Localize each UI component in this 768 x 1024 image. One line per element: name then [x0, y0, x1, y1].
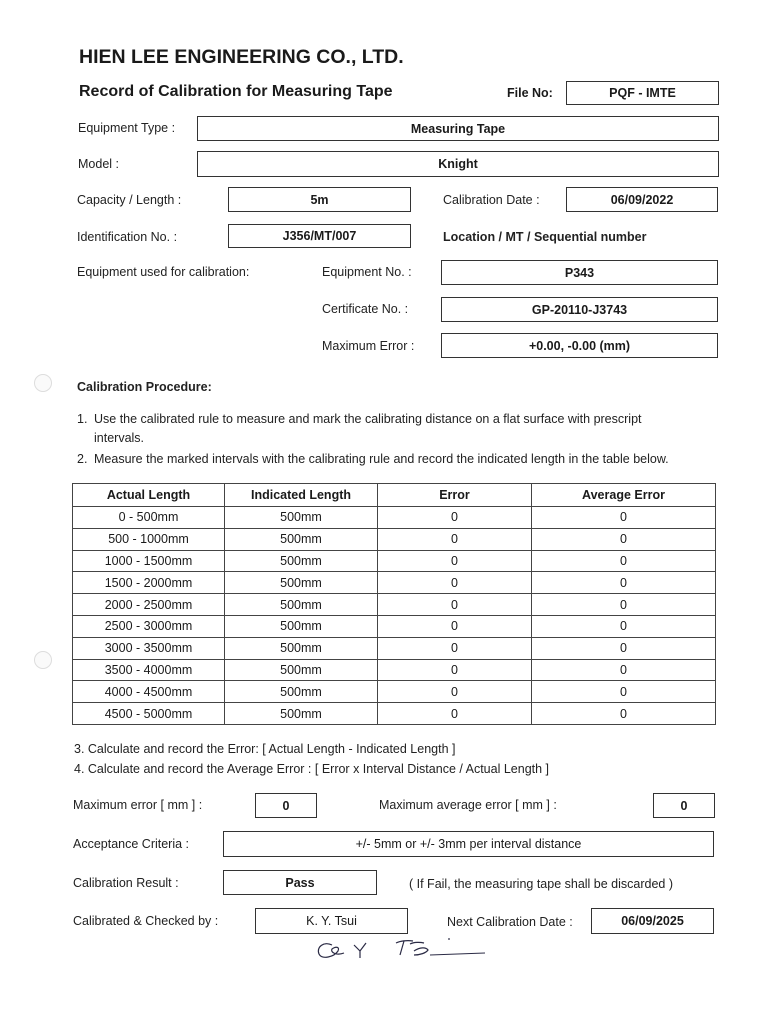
acceptance-criteria-field: +/- 5mm or +/- 3mm per interval distance [223, 831, 714, 857]
max-average-error-label: Maximum average error [ mm ] : [379, 798, 557, 812]
cell-average-error: 0 [532, 615, 716, 637]
procedure-step2: Measure the marked intervals with the calibrating rule and record the indicated length in the table below. [94, 452, 669, 466]
cell-average-error: 0 [532, 594, 716, 616]
cell-error: 0 [378, 594, 532, 616]
cell-error: 0 [378, 681, 532, 703]
cell-indicated-length: 500mm [225, 507, 378, 529]
fail-note: ( If Fail, the measuring tape shall be discarded ) [409, 877, 674, 891]
model-field: Knight [197, 151, 719, 177]
procedure-title: Calibration Procedure: [77, 380, 212, 394]
identification-field [228, 224, 411, 248]
procedure-step2-number: 2. [77, 452, 88, 466]
cell-indicated-length: 500mm [225, 703, 378, 725]
cell-indicated-length: 500mm [225, 659, 378, 681]
cell-average-error: 0 [532, 528, 716, 550]
cell-actual-length: 4000 - 4500mm [73, 681, 225, 703]
header-actual-length: Actual Length [73, 484, 225, 507]
cell-indicated-length: 500mm [225, 594, 378, 616]
table-row [73, 681, 716, 703]
table-row [73, 550, 716, 572]
table-row [73, 594, 716, 616]
cell-average-error: 0 [532, 507, 716, 529]
next-calibration-date-field: 06/09/2025 [591, 908, 714, 934]
maximum-error-field: +0.00, -0.00 (mm) [441, 333, 718, 358]
procedure-step4: 4. Calculate and record the Average Error : [ Error x Interval Distance / Actual Length ] [74, 762, 550, 776]
cell-actual-length: 3000 - 3500mm [73, 637, 225, 659]
cell-actual-length: 4500 - 5000mm [73, 703, 225, 725]
cell-indicated-length: 500mm [225, 637, 378, 659]
cell-average-error: 0 [532, 550, 716, 572]
cell-error: 0 [378, 572, 532, 594]
header-indicated-length: Indicated Length [225, 484, 378, 507]
equipment-no-label: Equipment No. : [322, 265, 412, 279]
maximum-error-label: Maximum Error : [322, 339, 415, 353]
cell-actual-length: 0 - 500mm [73, 507, 225, 529]
cell-indicated-length: 500mm [225, 572, 378, 594]
calibration-date-field: 06/09/2022 [566, 187, 718, 212]
checked-by-label: Calibrated & Checked by : [73, 914, 219, 928]
company-name: HIEN LEE ENGINEERING CO., LTD. [79, 46, 404, 68]
cell-actual-length: 2500 - 3000mm [73, 615, 225, 637]
max-error-result-label: Maximum error [ mm ] : [73, 798, 203, 812]
cell-average-error: 0 [532, 572, 716, 594]
acceptance-criteria-label: Acceptance Criteria : [73, 837, 190, 851]
table-row [73, 572, 716, 594]
punch-hole-bottom [34, 651, 52, 669]
cell-average-error: 0 [532, 659, 716, 681]
table-header-row [73, 484, 716, 507]
table-row [73, 507, 716, 529]
file-no-label: File No: [507, 86, 553, 100]
table-row [73, 659, 716, 681]
procedure-step1-line2: intervals. [94, 431, 145, 445]
location-note: Location / MT / Sequential number [443, 230, 647, 244]
cell-actual-length: 500 - 1000mm [73, 528, 225, 550]
table-row [73, 615, 716, 637]
header-average-error: Average Error [532, 484, 716, 507]
cell-actual-length: 2000 - 2500mm [73, 594, 225, 616]
cell-error: 0 [378, 550, 532, 572]
equipment-type-label: Equipment Type : [78, 121, 176, 135]
table-row [73, 528, 716, 550]
table-row [73, 703, 716, 725]
capacity-label: Capacity / Length : [77, 193, 182, 207]
cell-average-error: 0 [532, 681, 716, 703]
next-calibration-date-label: Next Calibration Date : [447, 915, 573, 929]
punch-hole-top [34, 374, 52, 392]
calibration-result-field: Pass [223, 870, 377, 895]
cell-error: 0 [378, 507, 532, 529]
certificate-no-field: GP-20110-J3743 [441, 297, 718, 322]
identification-label: Identification No. : [77, 230, 178, 244]
certificate-no-label: Certificate No. : [322, 302, 409, 316]
header-error: Error [378, 484, 532, 507]
cell-error: 0 [378, 637, 532, 659]
cell-indicated-length: 500mm [225, 550, 378, 572]
calibration-result-label: Calibration Result : [73, 876, 179, 890]
cell-indicated-length: 500mm [225, 528, 378, 550]
cell-actual-length: 1500 - 2000mm [73, 572, 225, 594]
cell-indicated-length: 500mm [225, 681, 378, 703]
max-average-error-field: 0 [653, 793, 715, 818]
cell-error: 0 [378, 615, 532, 637]
model-label: Model : [78, 157, 119, 171]
file-no-field: PQF - IMTE [566, 81, 719, 105]
equipment-type-field: Measuring Tape [197, 116, 719, 141]
cell-indicated-length: 500mm [225, 615, 378, 637]
equipment-used-label: Equipment used for calibration: [77, 265, 250, 279]
procedure-step3: 3. Calculate and record the Error: [ Actual Length - Indicated Length ] [74, 742, 456, 756]
identification-value: J356/MT/007 [282, 229, 357, 243]
capacity-field: 5m [228, 187, 411, 212]
cell-actual-length: 1000 - 1500mm [73, 550, 225, 572]
cell-average-error: 0 [532, 703, 716, 725]
cell-actual-length: 3500 - 4000mm [73, 659, 225, 681]
calibration-date-label: Calibration Date : [443, 193, 540, 207]
cell-error: 0 [378, 703, 532, 725]
cell-average-error: 0 [532, 637, 716, 659]
form-title: Record of Calibration for Measuring Tape [79, 83, 393, 100]
checked-by-field: K. Y. Tsui [255, 908, 408, 934]
procedure-step1-number: 1. [77, 412, 88, 426]
procedure-step1-line1: Use the calibrated rule to measure and mark the calibrating distance on a flat surface with prescript [94, 412, 642, 426]
signature [310, 935, 490, 965]
cell-error: 0 [378, 528, 532, 550]
max-error-result-field: 0 [255, 793, 317, 818]
calibration-table [72, 483, 716, 725]
cell-error: 0 [378, 659, 532, 681]
equipment-no-field: P343 [441, 260, 718, 285]
table-row [73, 637, 716, 659]
